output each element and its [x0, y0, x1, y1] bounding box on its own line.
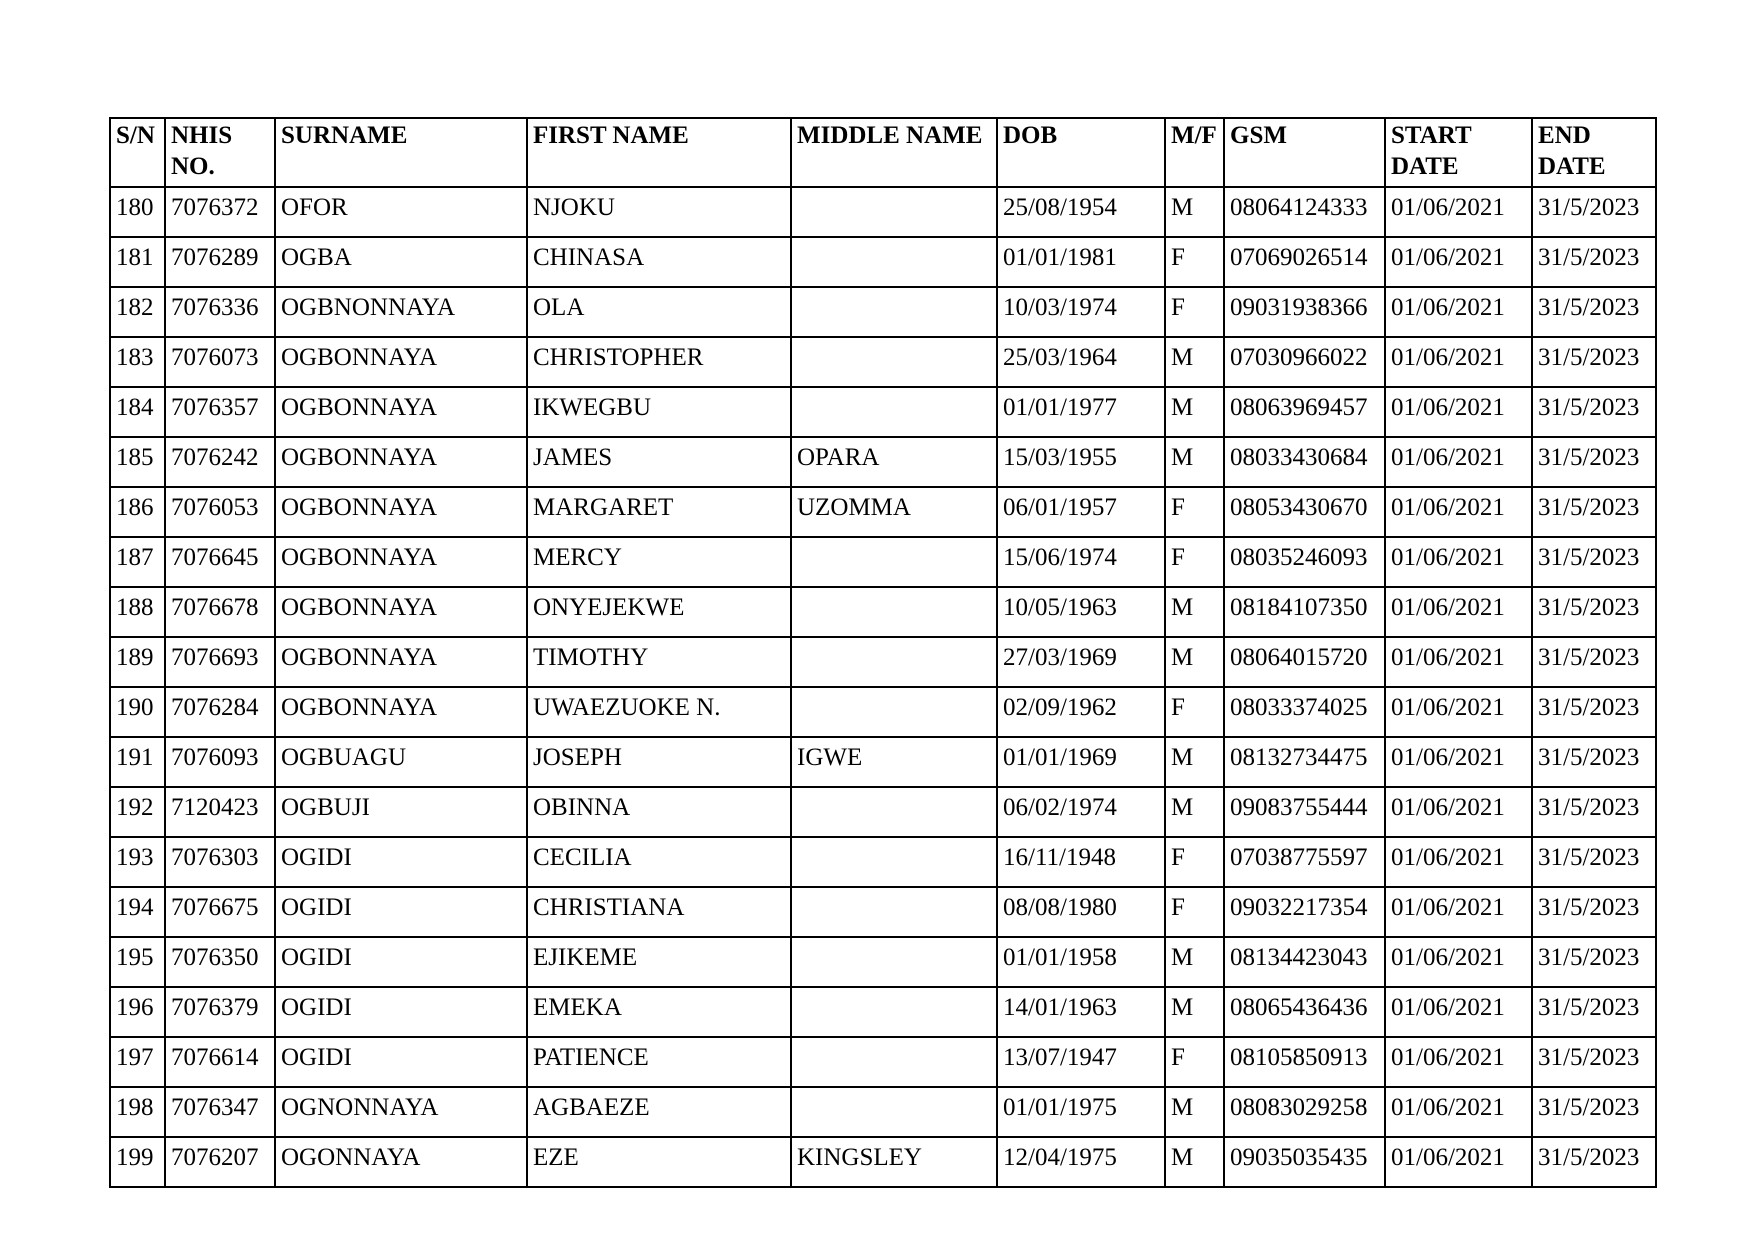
- cell-start-date: 01/06/2021: [1385, 337, 1532, 387]
- cell-surname: OGBONNAYA: [275, 387, 527, 437]
- cell-dob: 06/01/1957: [997, 487, 1165, 537]
- cell-end-date: 31/5/2023: [1532, 437, 1656, 487]
- cell-sex: M: [1165, 1087, 1224, 1137]
- cell-nhis-no: 7076379: [165, 987, 275, 1037]
- table-row: [110, 1037, 1656, 1087]
- table-row: [110, 887, 1656, 937]
- cell-gsm: 07030966022: [1224, 337, 1385, 387]
- cell-start-date: 01/06/2021: [1385, 587, 1532, 637]
- cell-sex: F: [1165, 287, 1224, 337]
- cell-sn: 192: [110, 787, 165, 837]
- cell-start-date: 01/06/2021: [1385, 737, 1532, 787]
- cell-dob: 12/04/1975: [997, 1137, 1165, 1187]
- cell-end-date: 31/5/2023: [1532, 287, 1656, 337]
- cell-start-date: 01/06/2021: [1385, 537, 1532, 587]
- table-row: [110, 837, 1656, 887]
- cell-surname: OGIDI: [275, 1037, 527, 1087]
- cell-middle-name: [791, 637, 997, 687]
- cell-sn: 182: [110, 287, 165, 337]
- cell-nhis-no: 7076303: [165, 837, 275, 887]
- cell-gsm: 08083029258: [1224, 1087, 1385, 1137]
- cell-start-date: 01/06/2021: [1385, 387, 1532, 437]
- column-header-gsm: GSM: [1224, 118, 1385, 187]
- cell-start-date: 01/06/2021: [1385, 1087, 1532, 1137]
- cell-middle-name: [791, 837, 997, 887]
- cell-middle-name: [791, 287, 997, 337]
- cell-first-name: JOSEPH: [527, 737, 791, 787]
- cell-nhis-no: 7076678: [165, 587, 275, 637]
- table-row: [110, 237, 1656, 287]
- cell-nhis-no: 7076675: [165, 887, 275, 937]
- cell-nhis-no: 7076336: [165, 287, 275, 337]
- cell-middle-name: [791, 187, 997, 237]
- cell-middle-name: IGWE: [791, 737, 997, 787]
- table-row: [110, 387, 1656, 437]
- cell-gsm: 09035035435: [1224, 1137, 1385, 1187]
- cell-end-date: 31/5/2023: [1532, 787, 1656, 837]
- cell-first-name: CHRISTIANA: [527, 887, 791, 937]
- cell-first-name: PATIENCE: [527, 1037, 791, 1087]
- cell-gsm: 08033374025: [1224, 687, 1385, 737]
- cell-surname: OGBONNAYA: [275, 587, 527, 637]
- cell-surname: OGIDI: [275, 937, 527, 987]
- cell-end-date: 31/5/2023: [1532, 1037, 1656, 1087]
- cell-start-date: 01/06/2021: [1385, 937, 1532, 987]
- cell-gsm: 08184107350: [1224, 587, 1385, 637]
- cell-end-date: 31/5/2023: [1532, 387, 1656, 437]
- cell-sn: 184: [110, 387, 165, 437]
- cell-start-date: 01/06/2021: [1385, 437, 1532, 487]
- table-row: [110, 487, 1656, 537]
- cell-middle-name: [791, 1037, 997, 1087]
- cell-start-date: 01/06/2021: [1385, 237, 1532, 287]
- cell-first-name: OBINNA: [527, 787, 791, 837]
- cell-dob: 16/11/1948: [997, 837, 1165, 887]
- table-row: [110, 1137, 1656, 1187]
- cell-gsm: 08105850913: [1224, 1037, 1385, 1087]
- cell-sex: M: [1165, 587, 1224, 637]
- cell-sn: 195: [110, 937, 165, 987]
- table-row: [110, 1087, 1656, 1137]
- cell-sex: M: [1165, 987, 1224, 1037]
- cell-first-name: EJIKEME: [527, 937, 791, 987]
- cell-surname: OGIDI: [275, 887, 527, 937]
- cell-nhis-no: 7076242: [165, 437, 275, 487]
- cell-dob: 13/07/1947: [997, 1037, 1165, 1087]
- table-row: [110, 737, 1656, 787]
- cell-surname: OGBONNAYA: [275, 437, 527, 487]
- cell-dob: 14/01/1963: [997, 987, 1165, 1037]
- cell-first-name: EZE: [527, 1137, 791, 1187]
- cell-gsm: 07038775597: [1224, 837, 1385, 887]
- cell-gsm: 08064124333: [1224, 187, 1385, 237]
- cell-end-date: 31/5/2023: [1532, 737, 1656, 787]
- cell-sn: 193: [110, 837, 165, 887]
- cell-nhis-no: 7076614: [165, 1037, 275, 1087]
- cell-start-date: 01/06/2021: [1385, 787, 1532, 837]
- cell-sex: M: [1165, 337, 1224, 387]
- table-row: [110, 587, 1656, 637]
- cell-surname: OFOR: [275, 187, 527, 237]
- cell-middle-name: [791, 937, 997, 987]
- cell-dob: 01/01/1981: [997, 237, 1165, 287]
- cell-first-name: CECILIA: [527, 837, 791, 887]
- cell-surname: OGBA: [275, 237, 527, 287]
- cell-dob: 08/08/1980: [997, 887, 1165, 937]
- cell-gsm: 09031938366: [1224, 287, 1385, 337]
- table-row: [110, 187, 1656, 237]
- cell-dob: 01/01/1969: [997, 737, 1165, 787]
- cell-end-date: 31/5/2023: [1532, 337, 1656, 387]
- cell-sex: M: [1165, 937, 1224, 987]
- cell-sn: 190: [110, 687, 165, 737]
- cell-gsm: 08035246093: [1224, 537, 1385, 587]
- column-header-end-date: END DATE: [1532, 118, 1656, 187]
- column-header-start-date: START DATE: [1385, 118, 1532, 187]
- column-header-sex: M/F: [1165, 118, 1224, 187]
- cell-nhis-no: 7076350: [165, 937, 275, 987]
- cell-surname: OGBONNAYA: [275, 537, 527, 587]
- cell-end-date: 31/5/2023: [1532, 837, 1656, 887]
- cell-end-date: 31/5/2023: [1532, 887, 1656, 937]
- cell-middle-name: [791, 237, 997, 287]
- cell-end-date: 31/5/2023: [1532, 937, 1656, 987]
- cell-sex: M: [1165, 637, 1224, 687]
- cell-sex: F: [1165, 537, 1224, 587]
- cell-gsm: 08134423043: [1224, 937, 1385, 987]
- cell-sex: M: [1165, 387, 1224, 437]
- cell-sex: M: [1165, 1137, 1224, 1187]
- cell-start-date: 01/06/2021: [1385, 487, 1532, 537]
- cell-sn: 196: [110, 987, 165, 1037]
- cell-dob: 02/09/1962: [997, 687, 1165, 737]
- cell-nhis-no: 7120423: [165, 787, 275, 837]
- cell-sex: M: [1165, 437, 1224, 487]
- cell-surname: OGBONNAYA: [275, 337, 527, 387]
- cell-surname: OGIDI: [275, 837, 527, 887]
- cell-gsm: 08053430670: [1224, 487, 1385, 537]
- cell-gsm: 09032217354: [1224, 887, 1385, 937]
- table-row: [110, 287, 1656, 337]
- cell-end-date: 31/5/2023: [1532, 237, 1656, 287]
- cell-nhis-no: 7076645: [165, 537, 275, 587]
- cell-middle-name: [791, 987, 997, 1037]
- cell-sex: M: [1165, 787, 1224, 837]
- cell-surname: OGBUJI: [275, 787, 527, 837]
- cell-surname: OGBUAGU: [275, 737, 527, 787]
- cell-start-date: 01/06/2021: [1385, 287, 1532, 337]
- cell-gsm: 08064015720: [1224, 637, 1385, 687]
- cell-middle-name: [791, 337, 997, 387]
- cell-gsm: 08065436436: [1224, 987, 1385, 1037]
- table-row: [110, 687, 1656, 737]
- cell-end-date: 31/5/2023: [1532, 987, 1656, 1037]
- cell-start-date: 01/06/2021: [1385, 1137, 1532, 1187]
- cell-first-name: OLA: [527, 287, 791, 337]
- cell-gsm: 08033430684: [1224, 437, 1385, 487]
- cell-end-date: 31/5/2023: [1532, 537, 1656, 587]
- cell-sn: 180: [110, 187, 165, 237]
- cell-surname: OGIDI: [275, 987, 527, 1037]
- cell-surname: OGBONNAYA: [275, 637, 527, 687]
- cell-first-name: NJOKU: [527, 187, 791, 237]
- cell-first-name: JAMES: [527, 437, 791, 487]
- cell-sex: F: [1165, 837, 1224, 887]
- cell-first-name: MARGARET: [527, 487, 791, 537]
- cell-sex: F: [1165, 887, 1224, 937]
- cell-first-name: ONYEJEKWE: [527, 587, 791, 637]
- cell-middle-name: [791, 687, 997, 737]
- column-header-nhis-no: NHIS NO.: [165, 118, 275, 187]
- cell-dob: 01/01/1977: [997, 387, 1165, 437]
- cell-first-name: CHINASA: [527, 237, 791, 287]
- cell-start-date: 01/06/2021: [1385, 837, 1532, 887]
- cell-middle-name: [791, 787, 997, 837]
- cell-end-date: 31/5/2023: [1532, 1137, 1656, 1187]
- cell-surname: OGBONNAYA: [275, 687, 527, 737]
- cell-end-date: 31/5/2023: [1532, 187, 1656, 237]
- cell-nhis-no: 7076693: [165, 637, 275, 687]
- cell-end-date: 31/5/2023: [1532, 637, 1656, 687]
- cell-sn: 183: [110, 337, 165, 387]
- cell-sex: F: [1165, 1037, 1224, 1087]
- table-header: [110, 118, 1656, 187]
- cell-first-name: EMEKA: [527, 987, 791, 1037]
- cell-surname: OGONNAYA: [275, 1137, 527, 1187]
- cell-end-date: 31/5/2023: [1532, 1087, 1656, 1137]
- cell-dob: 15/03/1955: [997, 437, 1165, 487]
- cell-end-date: 31/5/2023: [1532, 487, 1656, 537]
- cell-first-name: AGBAEZE: [527, 1087, 791, 1137]
- cell-gsm: 07069026514: [1224, 237, 1385, 287]
- cell-sn: 187: [110, 537, 165, 587]
- column-header-dob: DOB: [997, 118, 1165, 187]
- cell-gsm: 08132734475: [1224, 737, 1385, 787]
- cell-nhis-no: 7076093: [165, 737, 275, 787]
- cell-sex: F: [1165, 487, 1224, 537]
- cell-sn: 189: [110, 637, 165, 687]
- cell-sn: 188: [110, 587, 165, 637]
- cell-middle-name: [791, 887, 997, 937]
- cell-dob: 10/03/1974: [997, 287, 1165, 337]
- column-header-first-name: FIRST NAME: [527, 118, 791, 187]
- cell-dob: 27/03/1969: [997, 637, 1165, 687]
- cell-surname: OGBNONNAYA: [275, 287, 527, 337]
- cell-dob: 06/02/1974: [997, 787, 1165, 837]
- cell-sn: 199: [110, 1137, 165, 1187]
- cell-first-name: TIMOTHY: [527, 637, 791, 687]
- cell-gsm: 09083755444: [1224, 787, 1385, 837]
- header-row: [110, 118, 1656, 187]
- column-header-surname: SURNAME: [275, 118, 527, 187]
- cell-sex: M: [1165, 187, 1224, 237]
- cell-nhis-no: 7076053: [165, 487, 275, 537]
- cell-first-name: IKWEGBU: [527, 387, 791, 437]
- cell-sn: 181: [110, 237, 165, 287]
- cell-dob: 25/08/1954: [997, 187, 1165, 237]
- column-header-sn: S/N: [110, 118, 165, 187]
- cell-first-name: CHRISTOPHER: [527, 337, 791, 387]
- cell-first-name: MERCY: [527, 537, 791, 587]
- cell-sn: 194: [110, 887, 165, 937]
- table-row: [110, 937, 1656, 987]
- table-row: [110, 337, 1656, 387]
- cell-start-date: 01/06/2021: [1385, 687, 1532, 737]
- cell-middle-name: [791, 587, 997, 637]
- cell-end-date: 31/5/2023: [1532, 587, 1656, 637]
- table-row: [110, 437, 1656, 487]
- cell-dob: 25/03/1964: [997, 337, 1165, 387]
- cell-sn: 191: [110, 737, 165, 787]
- cell-nhis-no: 7076284: [165, 687, 275, 737]
- cell-sn: 186: [110, 487, 165, 537]
- cell-middle-name: [791, 1087, 997, 1137]
- table-row: [110, 637, 1656, 687]
- cell-sex: F: [1165, 687, 1224, 737]
- cell-nhis-no: 7076289: [165, 237, 275, 287]
- cell-nhis-no: 7076207: [165, 1137, 275, 1187]
- cell-middle-name: [791, 387, 997, 437]
- cell-start-date: 01/06/2021: [1385, 987, 1532, 1037]
- cell-end-date: 31/5/2023: [1532, 687, 1656, 737]
- cell-dob: 01/01/1975: [997, 1087, 1165, 1137]
- cell-start-date: 01/06/2021: [1385, 187, 1532, 237]
- cell-surname: OGBONNAYA: [275, 487, 527, 537]
- table-row: [110, 987, 1656, 1037]
- cell-sex: F: [1165, 237, 1224, 287]
- cell-sex: M: [1165, 737, 1224, 787]
- column-header-middle-name: MIDDLE NAME: [791, 118, 997, 187]
- cell-nhis-no: 7076347: [165, 1087, 275, 1137]
- cell-sn: 185: [110, 437, 165, 487]
- cell-start-date: 01/06/2021: [1385, 637, 1532, 687]
- table-row: [110, 787, 1656, 837]
- cell-middle-name: UZOMMA: [791, 487, 997, 537]
- cell-dob: 01/01/1958: [997, 937, 1165, 987]
- cell-start-date: 01/06/2021: [1385, 887, 1532, 937]
- cell-surname: OGNONNAYA: [275, 1087, 527, 1137]
- cell-first-name: UWAEZUOKE N.: [527, 687, 791, 737]
- cell-dob: 15/06/1974: [997, 537, 1165, 587]
- cell-nhis-no: 7076073: [165, 337, 275, 387]
- table-body: [110, 187, 1656, 1187]
- cell-sn: 198: [110, 1087, 165, 1137]
- cell-middle-name: KINGSLEY: [791, 1137, 997, 1187]
- cell-start-date: 01/06/2021: [1385, 1037, 1532, 1087]
- cell-gsm: 08063969457: [1224, 387, 1385, 437]
- cell-dob: 10/05/1963: [997, 587, 1165, 637]
- enrollee-table: [109, 117, 1657, 1188]
- cell-middle-name: OPARA: [791, 437, 997, 487]
- cell-nhis-no: 7076357: [165, 387, 275, 437]
- cell-sn: 197: [110, 1037, 165, 1087]
- cell-nhis-no: 7076372: [165, 187, 275, 237]
- table-row: [110, 537, 1656, 587]
- cell-middle-name: [791, 537, 997, 587]
